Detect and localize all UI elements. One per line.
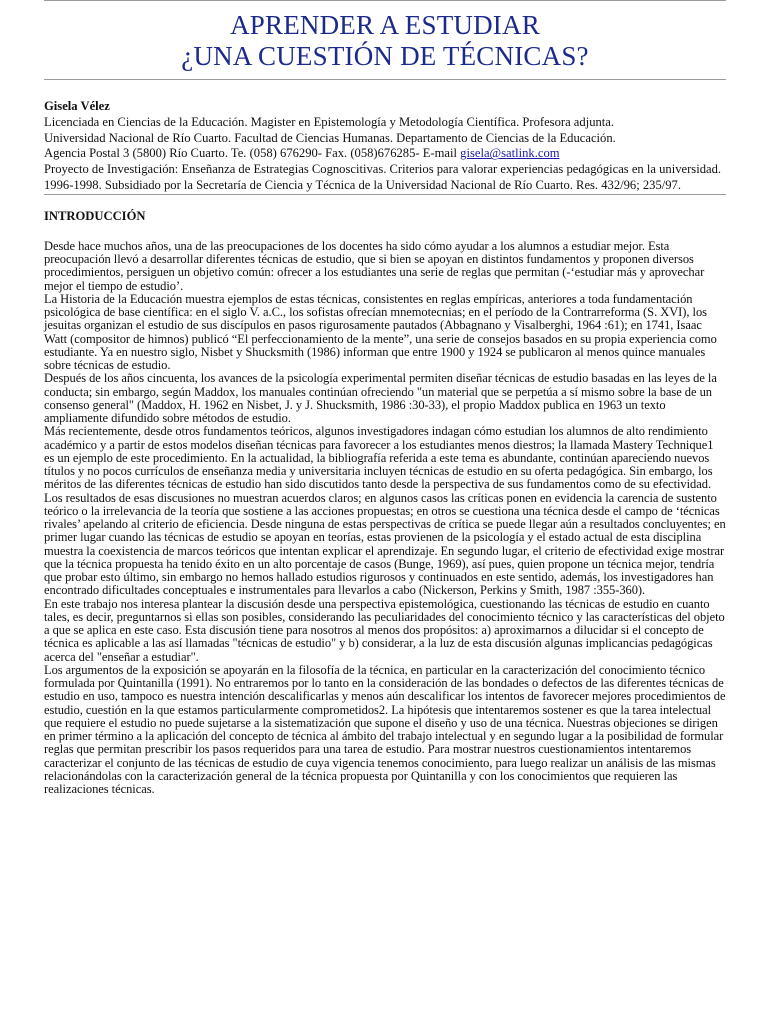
body-text	[44, 240, 726, 797]
author-name: Gisela Vélez	[44, 99, 110, 113]
author-contact	[44, 146, 726, 162]
author-credentials: Licenciada en Ciencias de la Educación. Magister en Epistemología y Metodología Científica. Profesora adjunta.	[44, 114, 615, 129]
email-link[interactable]: gisela@satlink.com	[460, 146, 560, 161]
research-project: Proyecto de Investigación: Enseñanza de Estrategias Cognoscitivas. Criterios para valorar experiencias pedagógicas en la universidad. 1996-1998. Subsidiado por la Secretaría de Ciencia y Técnica de la Universidad Nacional de Río Cuarto. Res. 432/96; 235/97.	[44, 162, 722, 192]
title-line-2: ¿UNA CUESTIÓN DE TÉCNICAS?	[181, 41, 589, 71]
author-block	[44, 99, 726, 194]
paragraph: Los argumentos de la exposición se apoyarán en la filosofía de la técnica, en particular en la caracterización del conocimiento técnico formulada por Quintanilla (1991). No entraremos por lo tanto en la consideración de las bondades o defectos de las diferentes técnicas de estudio en uso, tampoco es nuestra intención descalificarlas y menos aún descalificar los intentos de favorecer mejores procedimientos de estudio, cuestión en la que estamos particularmente comprometidos2. La hipótesis que intentaremos sostener es que la tarea intelectual que requiere el estudio no puede sujetarse a la sistematización que supone el diseño y uso de una técnica. Nuestras objeciones se dirigen en primer término a la aplicación del concepto de técnica al ámbito del trabajo intelectual y en segundo lugar a la posibilidad de formular reglas que permitan prescribir los pasos requeridos para una tarea de estudio. Para mostrar nuestros cuestionamientos intentaremos caracterizar el conjunto de las técnicas de estudio de cuya vigencia tenemos conocimiento, para luego realizar un análisis de las mismas relacionándolas con la caracterización general de la técnica propuesta por Quintanilla y con los conocimientos que requieren las realizaciones técnicas.	[44, 662, 726, 797]
author-affiliation: Universidad Nacional de Río Cuarto. Facultad de Ciencias Humanas. Departamento de Ciencias de la Educación.	[44, 130, 616, 145]
title-line-1: APRENDER A ESTUDIAR	[230, 10, 540, 40]
section-divider	[44, 194, 726, 195]
document-page	[44, 0, 726, 796]
section-heading: INTRODUCCIÓN	[44, 208, 146, 223]
title-divider	[44, 79, 726, 80]
paragraph: La Historia de la Educación muestra ejemplos de estas técnicas, consistentes en reglas empíricas, anteriores a toda fundamentación psicológica de base científica: en el siglo V. a.C., los sofistas ofrecían mnemotecnias; en el período de la Contrarreforma (S. XVI), los jesuitas organizan el estudio de sus discípulos en pasos rigurosamente pautados (Abbagnano y Visalberghi, 1964 :61); en 1741, Isaac Watt (compositor de himnos) publicó “El perfeccionamiento de la mente”, una serie de consejos basados en su propia experiencia como estudiante. Ya en nuestro siglo, Nisbet y Shucksmith (1986) informan que entre 1900 y 1924 se publicaron al menos quince manuales sobre técnicas de estudio.	[44, 291, 717, 373]
paragraph: Más recientemente, desde otros fundamentos teóricos, algunos investigadores indagan cómo estudian los alumnos de alto rendimiento académico y a partir de estos modelos diseñan técnicas para favorecer a los estudiantes menos diestros; la llamada Mastery Technique1 es un ejemplo de este procedimiento. En la actualidad, la bibliografía referida a este tema es abundante, continúan apareciendo nuevos títulos y no pocos currículos de enseñanza media y universitaria incluyen técnicas de estudio en su oferta pedagógica. Sin embargo, los méritos de las diferentes técnicas de estudio han sido discutidos tanto desde la perspectiva de sus fundamentos como de su efectividad. Los resultados de esas discusiones no muestran acuerdos claros; en algunos casos las críticas ponen en evidencia la carencia de sustento teórico o la irrelevancia de la teoría que sostiene a las acciones propuestas; en otros se cuestiona una técnica desde el campo de ‘técnicas rivales’ apelando al criterio de eficiencia. Desde ninguna de estas perspectivas de crítica se puede llegar aún a resultados concluyentes; en primer lugar cuando las técnicas de estudio se apoyan en teorías, estas provienen de la psicología y el estado actual de esta disciplina muestra la coexistencia de marcos teóricos que intentan explicar el aprendizaje. En segundo lugar, el criterio de efectividad exige mostrar que la técnica propuesta ha tenido éxito en un alto porcentaje de casos (Bunge, 1969), así pues, quien propone un técnica mejor, tendría que probar esto último, sin embargo no hemos hallado estudios rigurosos y continuados en este sentido, además, los investigadores han encontrado dificultades conceptuales e instrumentales para llevarlos a cabo (Nickerson, Perkins y Smith, 1987 :355-360).	[44, 424, 726, 598]
document-title	[44, 10, 726, 72]
paragraph: Desde hace muchos años, una de las preocupaciones de los docentes ha sido cómo ayudar a los alumnos a estudiar mejor. Esta preocupación llevó a desarrollar diferentes técnicas de estudio, que si bien se apoyan en distintos fundamentos y proponen diversos procedimientos, persiguen un objetivo común: ofrecer a los estudiantes una serie de reglas que permitan (-‘estudiar más y aprovechar mejor el tiempo de estudio’.	[44, 238, 705, 293]
paragraph: En este trabajo nos interesa plantear la discusión desde una perspectiva epistemológica, cuestionando las técnicas de estudio en cuanto tales, es decir, preguntarnos si ellas son posibles, considerando las peculiaridades del conocimiento técnico y las características del objeto a que se aplica en este caso. Esta discusión tiene para nosotros al menos dos propósitos: a) aproximarnos a dilucidar si el concepto de técnica es aplicable a las así llamadas "técnicas de estudio" y b) considerar, a la luz de esta discusión algunas implicancias pedagógicas acerca del "enseñar a estudiar".	[44, 596, 725, 664]
top-divider	[44, 0, 726, 1]
author-contact-text: Agencia Postal 3 (5800) Río Cuarto. Te. (058) 676290- Fax. (058)676285- E-mail	[44, 146, 461, 161]
paragraph: Después de los años cincuenta, los avances de la psicología experimental permiten diseñar técnicas de estudio basadas en las leyes de la conducta; sin embargo, según Maddox, los manuales continúan ofreciendo "un material que se perpetúa a sí mismo sobre la base de un consenso general" (Maddox, H. 1962 en Nisbet, J. y J. Shucksmith, 1986 :30-33), el propio Maddox publica en 1963 un texto ampliamente difundido sobre métodos de estudio.	[44, 371, 717, 426]
